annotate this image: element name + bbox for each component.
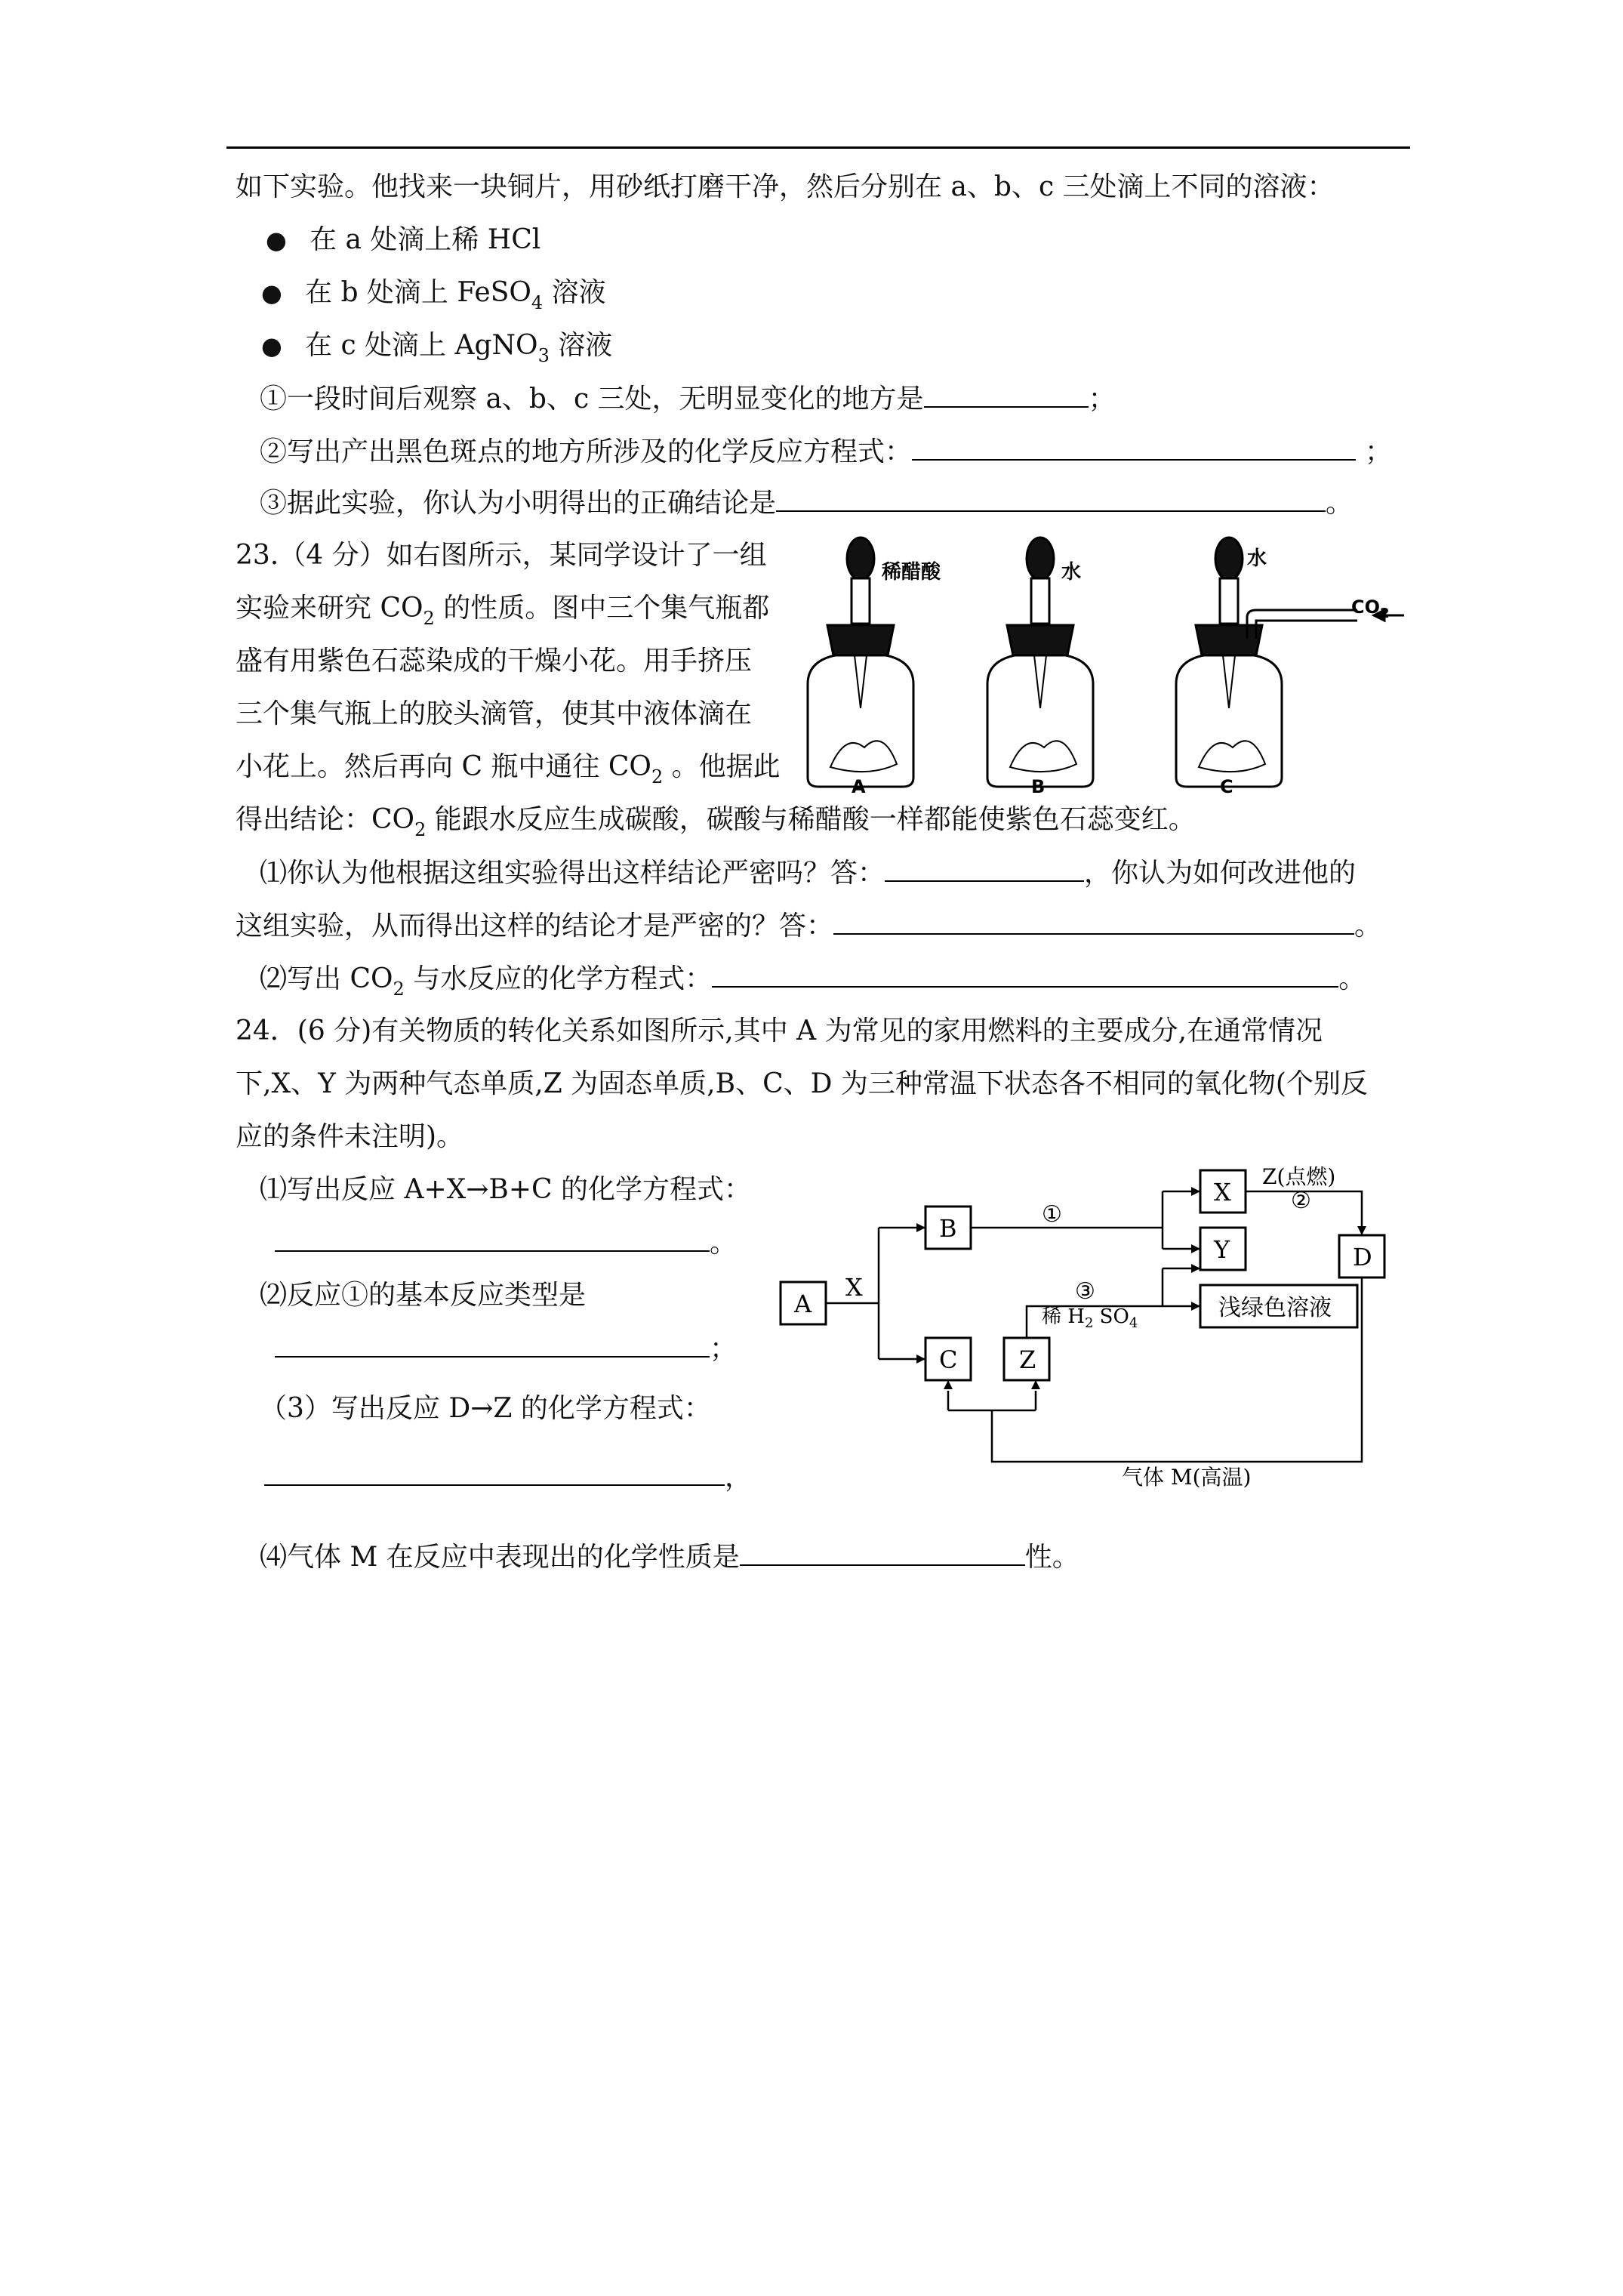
q24-line2: 下,X、Y 为两种气态单质,Z 为固态单质,B、C、D 为三种常温下状态各不相同的氧化物(个别反 [236,1068,1368,1099]
gas-m-label: 气体 M(高温) [1122,1465,1252,1487]
q24-part1-answer: 。 [275,1226,737,1260]
bottle-a-label: A [852,776,866,797]
answer-blank[interactable] [712,962,1338,988]
transformation-diagram [770,1155,1412,1487]
q24-line3: 应的条件未注明)。 [236,1121,464,1152]
header-rule [226,146,1410,149]
water-label: 水 [1061,561,1082,584]
bullet-dot: ● [261,331,282,360]
label-c: C [939,1345,958,1374]
label-x: X [1214,1178,1231,1207]
answer-blank[interactable] [924,382,1089,408]
circle-2: ② [1291,1188,1311,1214]
answer-blank[interactable] [740,1540,1025,1566]
z-burn-label: Z(点燃) [1262,1164,1336,1189]
q24-line1: 24．(6 分)有关物质的转化关系如图所示,其中 A 为常见的家用燃料的主要成分,在通常情况 [236,1015,1323,1046]
q23-part1: ⑴你认为他根据这组实验得出这样结论严密吗？答： ，你认为如何改进他的 [260,858,1357,889]
q24-part2-answer: ； [275,1332,737,1366]
answer-blank[interactable] [275,1226,710,1252]
label-z: Z [1019,1345,1036,1374]
answer-blank[interactable] [264,1460,725,1486]
arrow-x-label: X [845,1273,863,1302]
water-label: 水 [1247,547,1267,570]
bottles-figure [800,529,1404,800]
label-y: Y [1214,1235,1230,1264]
q23-line2: 实验来研究 $CO_2$ 的性质。图中三个集气瓶都 [236,593,770,629]
bullet-b: 在 b 处滴上 FeSO$_4$ 溶液 [305,277,606,313]
bottle-c-label: C [1220,776,1233,797]
q23-line5: 小花上。然后再向 C 瓶中通往 $CO_2$ 。他据此 [236,751,781,787]
bullet-dot: ● [261,279,282,307]
circle-3: ③ [1075,1278,1095,1305]
q24-part2: ⑵反应①的基本反应类型是 [260,1280,587,1311]
bullet-a: 在 a 处滴上稀 HCl [310,224,541,255]
q24-part1: ⑴写出反应 A+X→B+C 的化学方程式： [260,1174,752,1205]
q22-part3: ③据此实验，你认为小明得出的正确结论是 。 [260,488,1354,519]
label-b: B [939,1214,957,1243]
answer-blank[interactable] [885,856,1084,882]
q23-line1: 23.（4 分）如右图所示，某同学设计了一组 [236,540,767,571]
q24-part3: （3）写出反应 D→Z 的化学方程式： [260,1393,711,1424]
bullet-c: 在 c 处滴上 AgNO$_3$ 溶液 [305,330,613,366]
q23-line3: 盛有用紫色石蕊染成的干燥小花。用手挤压 [236,646,753,676]
solution-label: 浅绿色溶液 [1218,1295,1332,1321]
q22-part2: ②写出产出黑色斑点的地方所涉及的化学反应方程式： ； [260,436,1393,467]
answer-blank[interactable] [833,909,1354,935]
q23-line6: 得出结论：$CO_2$ 能跟水反应生成碳酸，碳酸与稀醋酸一样都能使紫色石蕊变红。 [236,804,1196,840]
answer-blank[interactable] [776,486,1326,512]
intro-line: 如下实验。他找来一块铜片，用砂纸打磨干净，然后分别在 a、b、c 三处滴上不同的溶液： [236,171,1335,202]
q23-line4: 三个集气瓶上的胶头滴管，使其中液体滴在 [236,698,753,729]
bottle-c [1176,538,1357,787]
co2-label: $CO_2$ [1351,596,1390,621]
label-d: D [1353,1243,1372,1271]
label-a: A [794,1290,812,1318]
answer-blank[interactable] [912,435,1356,461]
answer-blank[interactable] [275,1332,710,1358]
bullet-dot: ● [266,226,287,254]
q23-part1-cont: 这组实验，从而得出这样的结论才是严密的？答： 。 [236,911,1382,942]
circle-1: ① [1042,1201,1062,1228]
q22-part1: ①一段时间后观察 a、b、c 三处，无明显变化的地方是 ； [260,384,1116,415]
acid-label: 稀 $H_2$ $SO_4$ [1042,1305,1138,1331]
q24-part4: ⑷气体 M 在反应中表现出的化学性质是 性。 [260,1542,1079,1573]
acid-label: 稀醋酸 [882,561,941,584]
q23-part2: ⑵写出 $CO_2$ 与水反应的化学方程式： 。 [260,963,1366,1000]
q24-part3-answer: ， [264,1460,752,1494]
bottle-b-label: B [1031,776,1046,797]
